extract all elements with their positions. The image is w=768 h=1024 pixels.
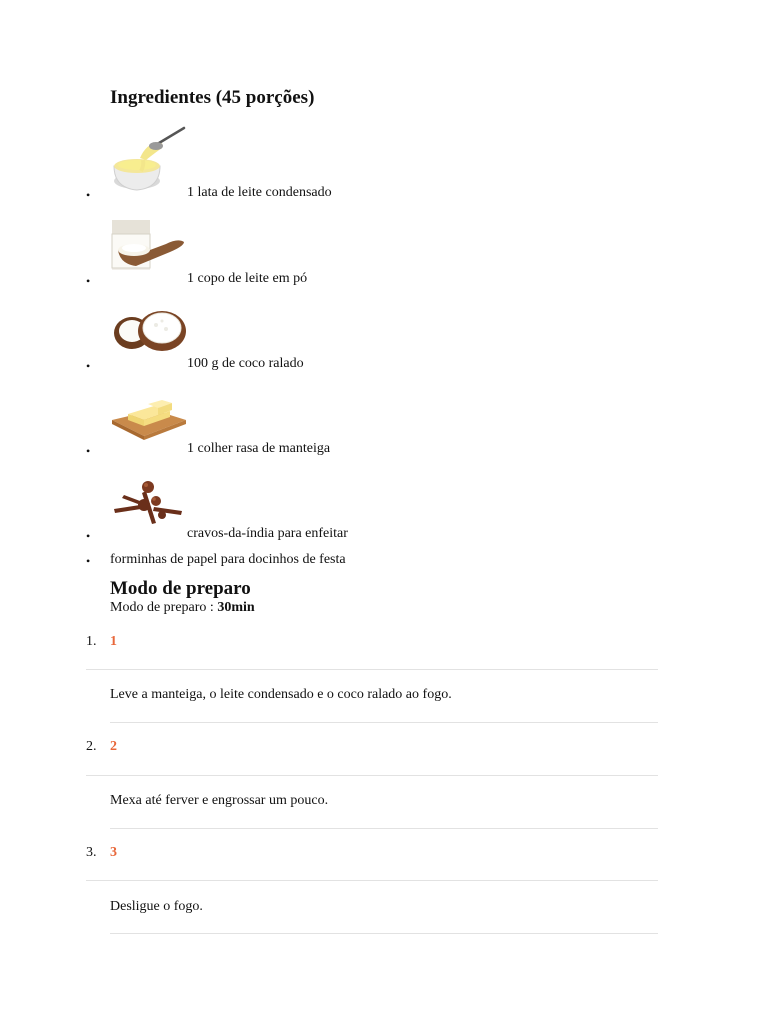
- ingredients-heading: Ingredientes (45 porções): [110, 87, 315, 108]
- bullet: •: [86, 359, 91, 373]
- divider: [110, 722, 658, 723]
- preparation-time-value: 30min: [217, 600, 255, 615]
- ingredient-text: cravos-da-índia para enfeitar: [187, 526, 348, 541]
- step-label: 2: [110, 739, 117, 754]
- preparation-time: [110, 599, 255, 617]
- bullet: •: [86, 554, 91, 568]
- step-text: Desligue o fogo.: [110, 899, 203, 914]
- butter-image: [110, 380, 187, 455]
- bullet: •: [86, 529, 91, 543]
- bullet: •: [86, 274, 91, 288]
- ingredient-text: 100 g de coco ralado: [187, 356, 304, 371]
- bullet: •: [86, 188, 91, 202]
- divider: [110, 828, 658, 829]
- step-text: Mexa até ferver e engrossar um pouco.: [110, 793, 329, 808]
- divider: [86, 775, 658, 776]
- step-text: Leve a manteiga, o leite condensado e o coco ralado ao fogo.: [110, 687, 452, 702]
- ingredient-text: 1 copo de leite em pó: [187, 271, 308, 286]
- step-label: 3: [110, 845, 117, 860]
- step-label: 1: [110, 634, 117, 649]
- step-number: 2.: [86, 739, 97, 754]
- step-number: 3.: [86, 845, 97, 860]
- cloves-image: [110, 465, 187, 540]
- powdered-milk-image: [110, 206, 187, 281]
- step-number: 1.: [86, 634, 97, 649]
- coconut-image: [110, 297, 187, 372]
- divider: [86, 880, 658, 881]
- divider: [86, 669, 658, 670]
- condensed-milk-spoon-image: [110, 124, 187, 199]
- ingredient-text: forminhas de papel para docinhos de festa: [110, 552, 346, 567]
- ingredient-text: 1 colher rasa de manteiga: [187, 441, 331, 456]
- preparation-time-label: Modo de preparo :: [110, 600, 218, 615]
- bullet: •: [86, 444, 91, 458]
- divider: [110, 933, 658, 934]
- ingredient-text: 1 lata de leite condensado: [187, 185, 332, 200]
- preparation-heading: Modo de preparo: [110, 578, 251, 599]
